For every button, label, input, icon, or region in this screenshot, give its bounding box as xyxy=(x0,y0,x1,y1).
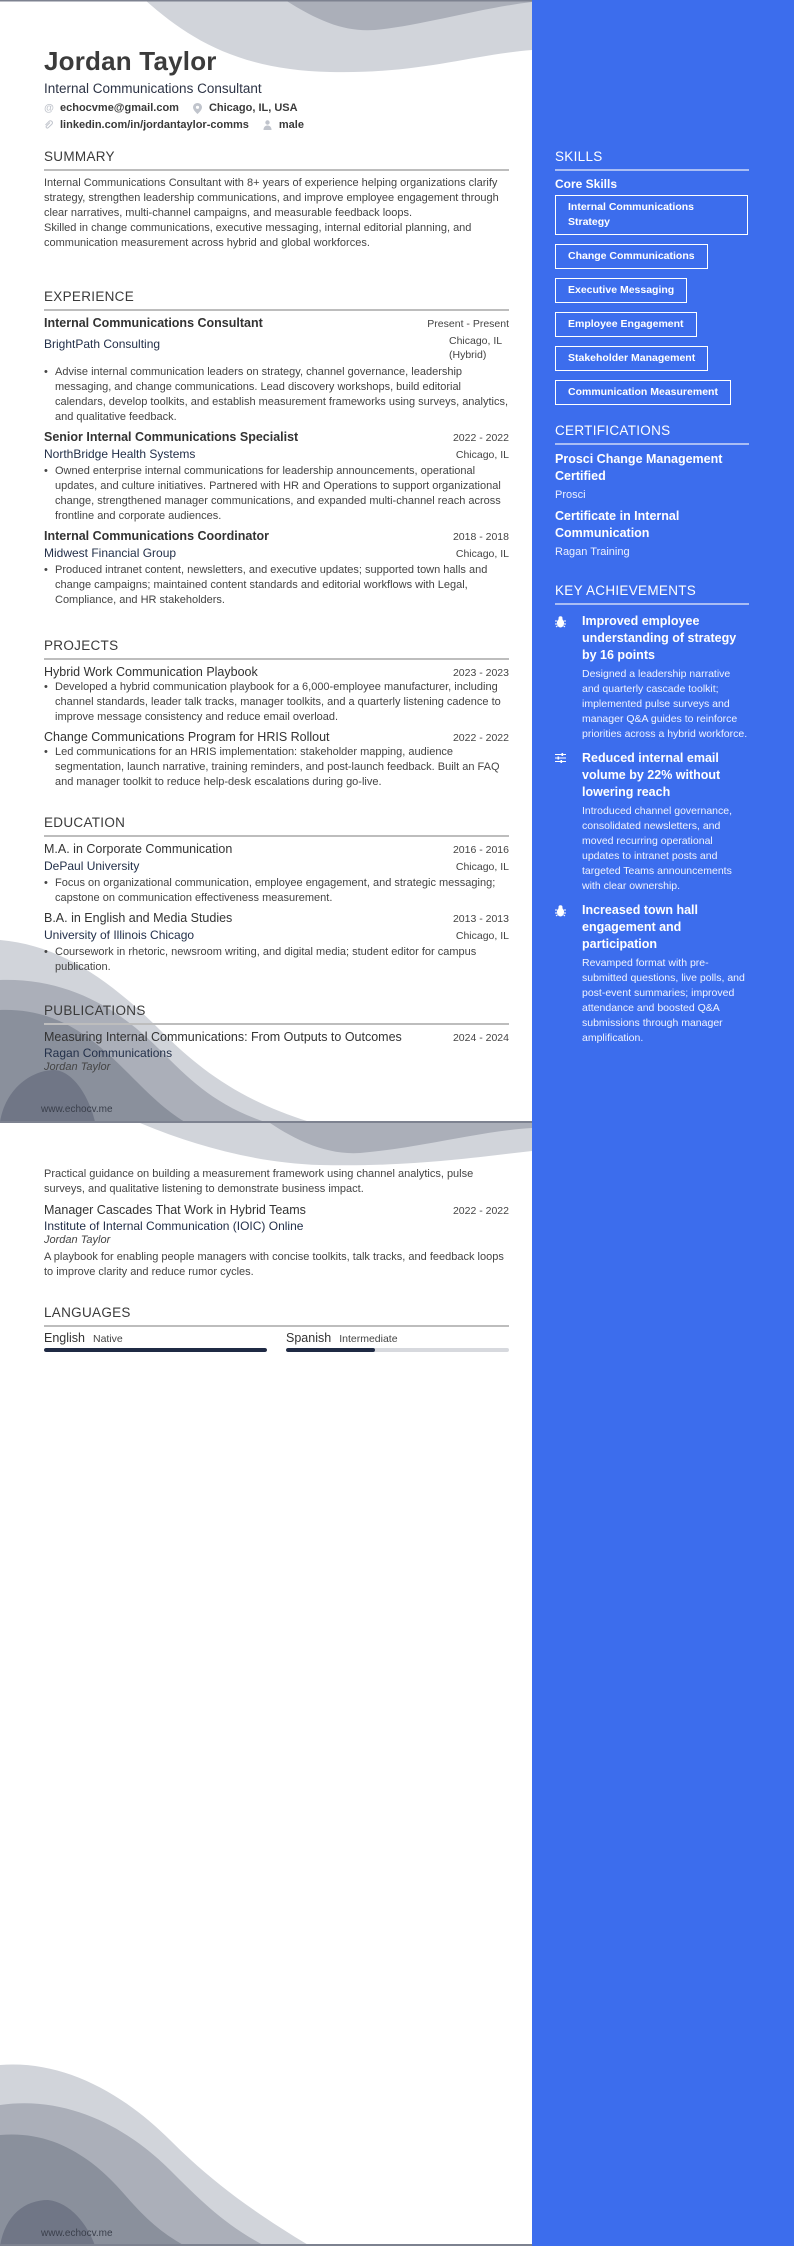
job-location: Chicago, IL (Hybrid) xyxy=(449,335,502,361)
education-bullet: • Coursework in rhetoric, newsroom writing, and digital media; student editor for campus publication. xyxy=(44,946,477,973)
link-icon xyxy=(44,120,54,130)
project-entry xyxy=(44,665,509,725)
certification-item xyxy=(555,508,749,558)
company-name: Midwest Financial Group xyxy=(44,546,177,560)
certifications-section xyxy=(555,423,749,565)
job-location: Chicago, IL xyxy=(455,548,509,560)
project-name: Change Communications Program for HRIS Rollout xyxy=(44,730,330,744)
summary-section xyxy=(44,149,509,251)
job-title: Internal Communications Coordinator xyxy=(44,529,270,543)
experience-entry xyxy=(44,529,509,608)
location-pin-icon xyxy=(193,103,203,113)
gender-text: male xyxy=(278,119,304,131)
certification-issuer: Ragan Training xyxy=(555,546,630,558)
publication-dates: 2022 - 2022 xyxy=(452,1205,509,1217)
publication-publisher: Institute of Internal Communication (IOIC) Online xyxy=(44,1219,304,1233)
achievement-item xyxy=(555,902,749,1046)
publication-title: Manager Cascades That Work in Hybrid Teams xyxy=(44,1203,306,1217)
publication-description: Practical guidance on building a measurement framework using channel analytics, pulse surveys, and qualitative listening to demonstrate business impact. xyxy=(44,1168,474,1195)
degree-name: M.A. in Corporate Communication xyxy=(44,842,233,856)
experience-entry xyxy=(44,430,509,524)
publications-section xyxy=(44,1003,509,1073)
summary-paragraph: Internal Communications Consultant with 8+ years of experience helping organizations clarify strategy, strengthen leadership communications, and improve employee engagement through clear narratives, multi-channel campaigns, and measurable feedback loops. xyxy=(44,177,499,219)
language-proficiency-bar xyxy=(44,1348,267,1352)
publications-continued xyxy=(44,1167,509,1280)
job-bullet: • Owned enterprise internal communications for leadership announcements, operational updates, and culture initiatives. Partnered with HR and Operations to support organizational change, strengthened manager communications, and expanded multi-channel reach across frontline and corporate audiences. xyxy=(44,465,501,522)
language-name: English xyxy=(44,1331,85,1345)
skills-section xyxy=(555,149,749,414)
contact-row-2 xyxy=(44,119,509,131)
page2-bottom-wave-decoration xyxy=(0,2060,532,2246)
achievement-description: Designed a leadership narrative and quarterly cascade toolkit; implemented pulse surveys and manager Q&A guides to reinforce priorities across a hybrid workforce. xyxy=(582,668,748,740)
at-icon: @ xyxy=(44,102,54,114)
candidate-name: Jordan Taylor xyxy=(44,46,217,76)
language-level: Native xyxy=(93,1333,123,1345)
company-name: BrightPath Consulting xyxy=(44,337,161,351)
bug-icon xyxy=(555,613,582,742)
skill-chip: Executive Messaging xyxy=(555,278,687,303)
experience-section xyxy=(44,289,509,608)
achievement-item xyxy=(555,750,749,894)
job-bullet: • Produced intranet content, newsletters, and executive updates; supported town halls and change campaigns; maintained content standards and editorial workflows with Legal, Compliance, and HR stakeholders. xyxy=(44,564,488,606)
section-title-skills: SKILLS xyxy=(555,149,749,171)
section-title-summary: SUMMARY xyxy=(44,149,509,171)
project-name: Hybrid Work Communication Playbook xyxy=(44,665,258,679)
location-text: Chicago, IL, USA xyxy=(208,102,298,114)
job-dates: 2022 - 2022 xyxy=(452,432,509,444)
achievement-title: Reduced internal email volume by 22% without lowering reach xyxy=(582,751,721,799)
job-dates: 2018 - 2018 xyxy=(452,531,509,543)
publication-publisher: Ragan Communications xyxy=(44,1046,173,1060)
school-location: Chicago, IL xyxy=(455,930,509,942)
language-proficiency-bar xyxy=(286,1348,509,1352)
publication-author: Jordan Taylor xyxy=(44,1061,111,1073)
linkedin-link[interactable]: linkedin.com/in/jordantaylor-comms xyxy=(60,119,249,131)
certification-issuer: Prosci xyxy=(555,489,586,501)
achievements-section xyxy=(555,583,749,1054)
skill-chip: Change Communications xyxy=(555,244,708,269)
candidate-title: Internal Communications Consultant xyxy=(44,81,262,96)
skill-chip: Internal Communications Strategy xyxy=(555,195,748,235)
project-dates: 2022 - 2022 xyxy=(452,732,509,744)
language-item xyxy=(286,1331,509,1352)
section-title-certifications: CERTIFICATIONS xyxy=(555,423,749,445)
school-name: DePaul University xyxy=(44,859,140,873)
email-link[interactable]: echocvme@gmail.com xyxy=(60,102,179,114)
skill-chip: Employee Engagement xyxy=(555,312,697,337)
page-divider xyxy=(0,1121,532,1123)
section-title-languages: LANGUAGES xyxy=(44,1305,509,1327)
section-title-publications: PUBLICATIONS xyxy=(44,1003,509,1025)
skills-subheading: Core Skills xyxy=(555,177,618,191)
publication-entry xyxy=(44,1203,509,1280)
education-entry xyxy=(44,911,509,975)
skill-chip: Communication Measurement xyxy=(555,380,731,405)
school-name: University of Illinois Chicago xyxy=(44,928,195,942)
section-title-education: EDUCATION xyxy=(44,815,509,837)
summary-paragraph: Skilled in change communications, executive messaging, internal editorial planning, and communication measurement across hybrid and global workforces. xyxy=(44,222,472,249)
language-item xyxy=(44,1331,267,1352)
certification-name: Prosci Change Management Certified xyxy=(555,452,723,483)
achievement-description: Introduced channel governance, consolidated newsletters, and moved recurring operational updates to intranet posts and targeted Teams announcements with clear ownership. xyxy=(582,805,733,892)
skill-chip: Stakeholder Management xyxy=(555,346,708,371)
contact-row-1 xyxy=(44,102,509,114)
education-dates: 2016 - 2016 xyxy=(452,844,509,856)
job-location: Chicago, IL xyxy=(455,449,509,461)
school-location: Chicago, IL xyxy=(455,861,509,873)
job-bullet: • Advise internal communication leaders on strategy, channel governance, leadership messaging, and change communications. Lead discovery workshops, build editorial calendars, develop toolkits, and establish measurement frameworks using surveys, analytics, and qualitative feedback. xyxy=(44,366,509,423)
publication-author: Jordan Taylor xyxy=(44,1234,111,1246)
education-section xyxy=(44,815,509,975)
projects-section xyxy=(44,638,509,790)
sliders-icon xyxy=(555,750,582,894)
achievement-title: Improved employee understanding of strategy by 16 points xyxy=(582,614,737,662)
project-bullet: • Developed a hybrid communication playbook for a 6,000-employee manufacturer, including channel standards, leader talk tracks, manager toolkits, and a quarterly listening cadence to improve message consistency and reduce email overload. xyxy=(44,681,501,723)
section-title-achievements: KEY ACHIEVEMENTS xyxy=(555,583,749,605)
header xyxy=(44,46,509,131)
section-title-experience: EXPERIENCE xyxy=(44,289,509,311)
job-dates: Present - Present xyxy=(427,318,509,330)
footer-url[interactable]: www.echocv.me xyxy=(41,1104,113,1115)
project-entry xyxy=(44,730,509,790)
publication-title: Measuring Internal Communications: From Outputs to Outcomes xyxy=(44,1030,402,1044)
publication-dates: 2024 - 2024 xyxy=(452,1032,509,1044)
publication-description: A playbook for enabling people managers with concise toolkits, talk tracks, and feedback loops to improve clarity and reduce rumor cycles. xyxy=(44,1251,504,1278)
certification-item xyxy=(555,451,749,501)
bug-icon xyxy=(555,902,582,1046)
degree-name: B.A. in English and Media Studies xyxy=(44,911,233,925)
experience-entry xyxy=(44,316,509,425)
company-name: NorthBridge Health Systems xyxy=(44,447,196,461)
achievement-description: Revamped format with pre-submitted questions, live polls, and post-event summaries; improved attendance and boosted Q&A submissions through manager amplification. xyxy=(582,957,745,1044)
job-title: Senior Internal Communications Specialist xyxy=(44,430,299,444)
publication-entry xyxy=(44,1030,509,1073)
education-bullet: • Focus on organizational communication, employee engagement, and strategic messaging; capstone on communication effectiveness measurement. xyxy=(44,877,496,904)
job-title: Internal Communications Consultant xyxy=(44,316,263,330)
certification-name: Certificate in Internal Communication xyxy=(555,509,680,540)
person-icon xyxy=(263,120,273,130)
education-entry xyxy=(44,842,509,906)
project-dates: 2023 - 2023 xyxy=(452,667,509,679)
footer-url-page2[interactable]: www.echocv.me xyxy=(41,2228,113,2239)
education-dates: 2013 - 2013 xyxy=(452,913,509,925)
achievement-item xyxy=(555,613,749,742)
languages-section xyxy=(44,1305,509,1352)
project-bullet: • Led communications for an HRIS implementation: stakeholder mapping, audience segmentation, launch narrative, training reminders, and post-launch feedback. Built an FAQ and manager toolkit to reduce help-desk escalations during go-live. xyxy=(44,746,500,788)
language-name: Spanish xyxy=(286,1331,332,1345)
language-level: Intermediate xyxy=(339,1333,398,1345)
achievement-title: Increased town hall engagement and participation xyxy=(582,903,699,951)
section-title-projects: PROJECTS xyxy=(44,638,509,660)
